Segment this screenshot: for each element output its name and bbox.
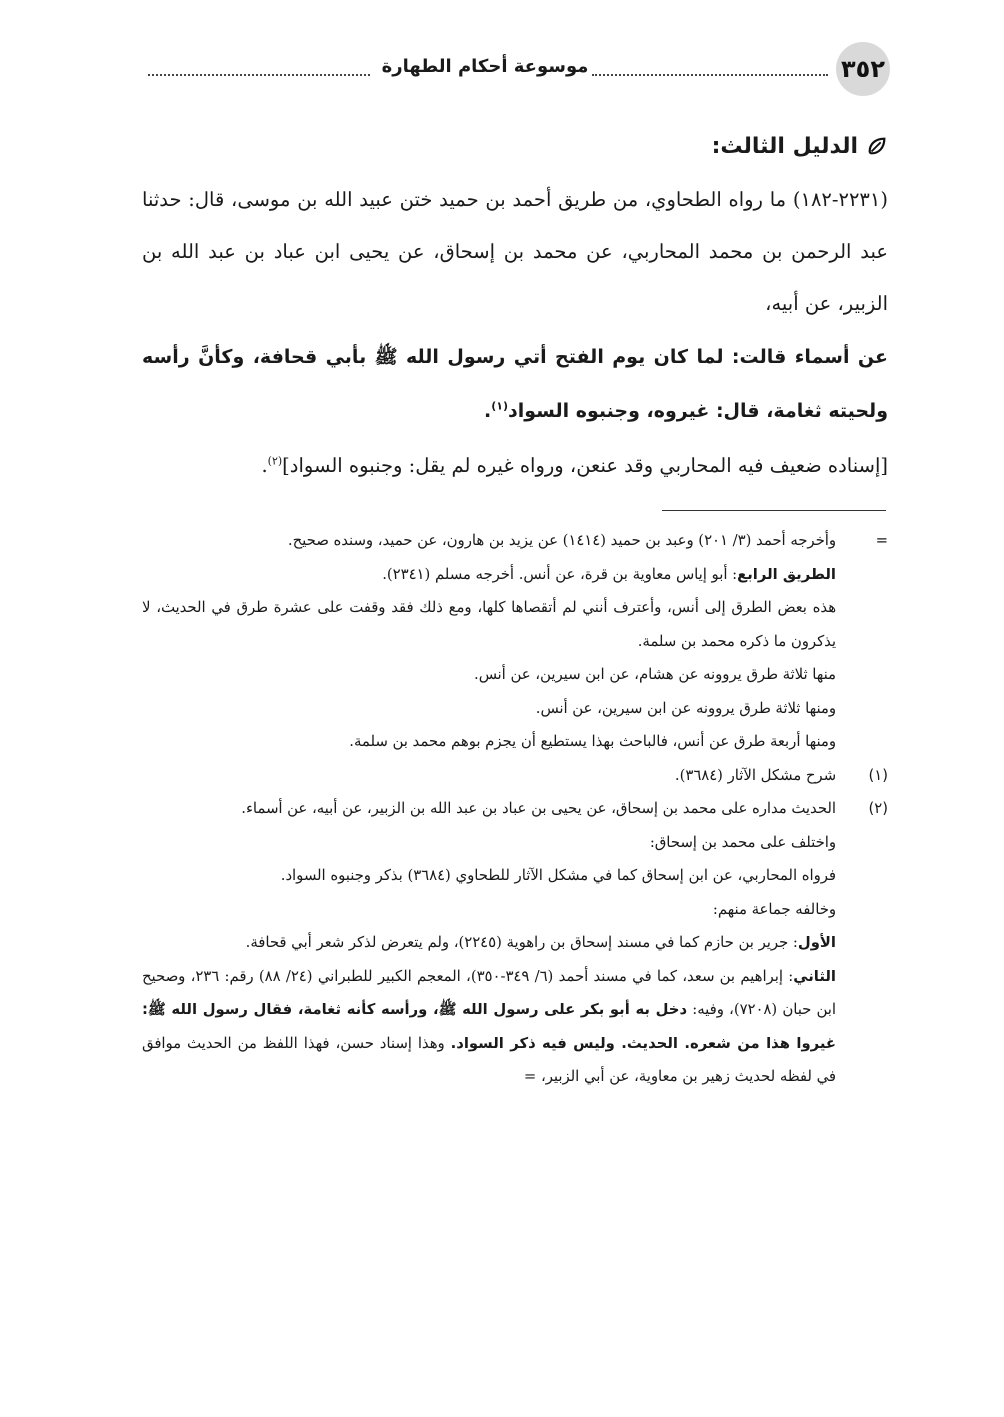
summary-line: ومنها ثلاثة طرق يروونه عن ابن سيرين، عن أنس. (535, 699, 836, 717)
second-label: الثاني (793, 967, 836, 985)
summary-line: منها ثلاثة طرق يروونه عن هشام، عن ابن سيرين، عن أنس. (473, 666, 836, 683)
footnote-1 (142, 759, 888, 793)
footnote-ref-1: (١) (491, 399, 508, 413)
fourth-path (142, 558, 836, 592)
first-text: : جرير بن حازم كما في مسند إسحاق بن راهوية (٢٢٤٥)، ولم يتعرض لذكر شعر أبي قحافة. (245, 934, 798, 951)
footnote-2-line: وخالفه جماعة منهم: (712, 900, 836, 918)
running-title: موسوعة أحكام الطهارة (381, 56, 589, 77)
assessment-end: . (261, 454, 268, 477)
first-variant (142, 926, 836, 960)
second-text-2: وهذا إسناد حسن، فهذا اللفظ من الحديث موافق في لفظه لحديث زهير بن معاوية، عن أبي الزبير، = (142, 1034, 836, 1085)
header-dotted-rule-right (592, 74, 828, 76)
leaf-ornament-icon (866, 135, 888, 157)
hadith-body: عن أسماء قالت: لما كان يوم الفتح أتي رسول الله ﷺ بأبي قحافة، وكأنَّ رأسه ولحيته ثغامة، قال: غيروه، وجنبوه السواد (142, 346, 888, 422)
page-number: ٣٥٢ (836, 42, 890, 96)
footnote-separator (662, 510, 886, 511)
footnote-continuation (142, 524, 888, 558)
footnote-2 (142, 792, 888, 826)
narration-chain: (٢٢٣١-١٨٢) ما رواه الطحاوي، من طريق أحمد بن حميد ختن عبيد الله بن موسى، قال: حدثنا عبد الرحمن بن محمد المحاربي، عن محمد بن إسحاق، عن يحيى ابن عباد بن عبد الله بن الزبير، عن أبيه، (142, 188, 888, 315)
footnote-1-text: شرح مشكل الآثار (٣٦٨٤). (674, 766, 836, 784)
second-bold: دخل به أبو بكر على رسول الله ﷺ، ورأسه كأنه ثغامة، فقال رسول الله ﷺ: غيروا هذا من شعره. الحديث. وليس فيه ذكر السواد. (142, 1001, 837, 1052)
continuation-text: وأخرجه أحمد (٣/ ٢٠١) وعبد بن حميد (١٤١٤) عن يزيد بن هارون، عن حميد، وسنده صحيح. (287, 532, 836, 549)
assessment-body: [إسناده ضعيف فيه المحاربي وقد عنعن، ورواه غيره لم يقل: وجنبوه السواد] (282, 454, 888, 477)
isnad-assessment (142, 440, 888, 492)
fourth-path-label: الطريق الرابع (737, 565, 836, 583)
section-heading (142, 118, 888, 174)
second-text-1: : إبراهيم بن سعد، كما في مسند أحمد (٦/ ٣٤٩-٣٥٠)، المعجم الكبير للطبراني (٢٤/ ٨٨) رقم: ٢٣٦، وصحيح ابن حبان (٧٢٠٨)، وفيه: (142, 967, 837, 1018)
continuation-mark: = (875, 532, 888, 549)
footnote-2-line: واختلف على محمد بن إسحاق: (649, 833, 836, 851)
fourth-path-text: : أبو إياس معاوية بن قرة، عن أنس. أخرجه مسلم (٢٣٤١). (382, 565, 738, 583)
header-dotted-rule-left (148, 74, 370, 76)
first-label: الأول (797, 934, 836, 951)
footnote-2-text: الحديث مداره على محمد بن إسحاق، عن يحيى بن عباد بن عبد الله بن الزبير، عن أبيه، عن أسماء. (241, 800, 836, 817)
hadith-text (142, 330, 888, 438)
second-variant (142, 960, 836, 1094)
main-text (142, 118, 888, 492)
footnote-2-mark: (٢) (868, 800, 888, 817)
summary-line: ومنها أربعة طرق عن أنس، فالباحث بهذا يستطيع أن يجزم بوهم محمد بن سلمة. (349, 733, 836, 750)
footnotes (142, 524, 888, 1094)
footnote-2-line: فرواه المحاربي، عن ابن إسحاق كما في مشكل الآثار للطحاوي (٣٦٨٤) بذكر وجنبوه السواد. (280, 867, 836, 884)
heading-text: الدليل الثالث: (711, 133, 858, 159)
summary-line: هذه بعض الطرق إلى أنس، وأعترف أنني لم أتقصاها كلها، ومع ذلك فقد وقفت على عشرة طرق في الحديث، لا يذكرون ما ذكره محمد بن سلمة. (142, 599, 836, 650)
footnote-1-mark: (١) (868, 766, 888, 784)
hadith-end: . (484, 400, 492, 422)
footnote-ref-2: (٢) (267, 454, 283, 468)
